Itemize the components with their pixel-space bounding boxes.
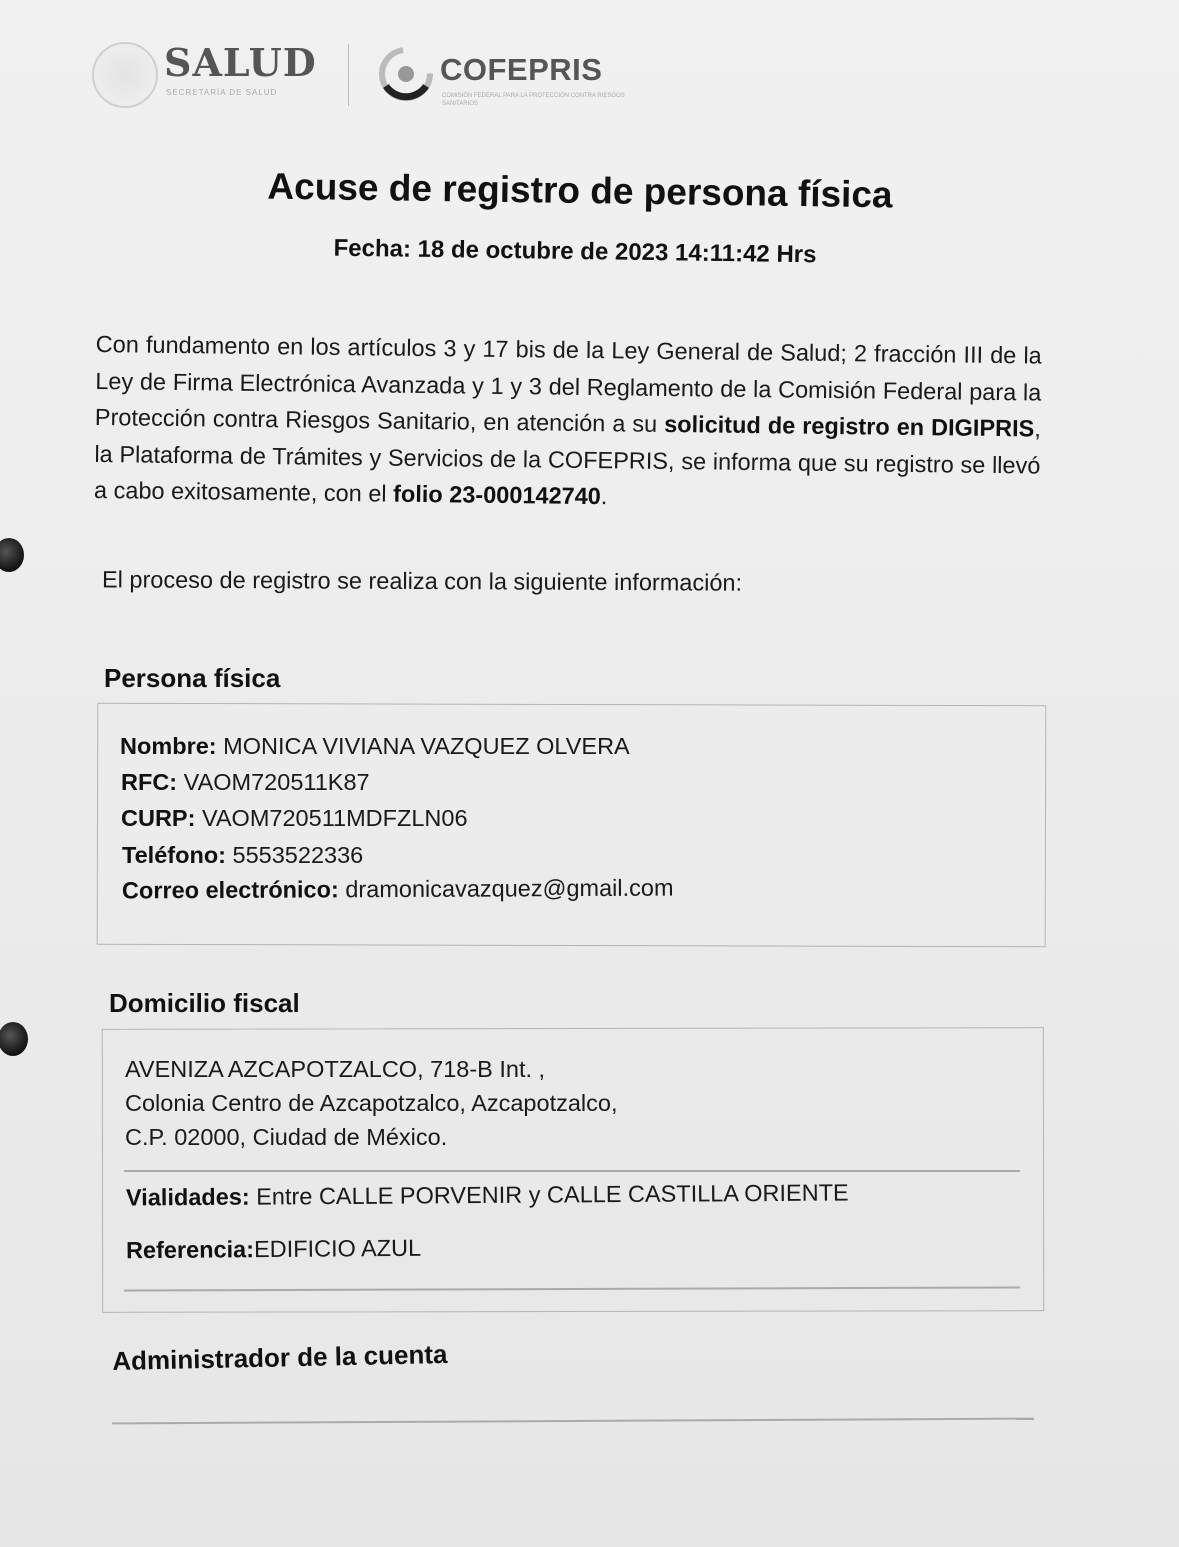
field-referencia: Referencia:EDIFICIO AZUL	[125, 1234, 422, 1264]
section-heading-administrador: Administrador de la cuenta	[112, 1338, 448, 1376]
field-vialidades: Vialidades: Entre CALLE PORVENIR y CALLE CASTILLA ORIENTE	[125, 1179, 849, 1211]
field-telefono: Teléfono: 5553522336	[122, 842, 364, 868]
address-line-3: C.P. 02000, Ciudad de México.	[125, 1124, 448, 1150]
section-heading-persona: Persona física	[104, 663, 281, 693]
document-header	[92, 38, 652, 118]
logo-divider	[348, 44, 349, 106]
cofepris-logo-text: COFEPRIS	[440, 52, 603, 87]
address-line-1: AVENIZA AZCAPOTZALCO, 718-B Int. ,	[125, 1056, 546, 1082]
section-heading-domicilio: Domicilio fiscal	[109, 988, 300, 1018]
document-date: Fecha: 18 de octubre de 2023 14:11:42 Hrs	[333, 234, 817, 269]
address-separator	[124, 1170, 1020, 1172]
salud-subtitle: SECRETARÍA DE SALUD	[166, 88, 278, 97]
binder-hole-top	[0, 538, 24, 572]
mexico-seal-icon	[92, 42, 158, 108]
field-curp: CURP: VAOM720511MDFZLN06	[121, 805, 468, 831]
field-rfc: RFC: VAOM720511K87	[121, 769, 370, 795]
salud-logo-text: SALUD	[164, 40, 317, 85]
process-statement: El proceso de registro se realiza con la siguiente información:	[101, 566, 743, 596]
solicitud-emphasis: solicitud de registro en DIGIPRIS	[664, 410, 1035, 442]
binder-hole-bottom	[0, 1022, 28, 1056]
page-title: Acuse de registro de persona física	[267, 165, 893, 216]
field-correo: Correo electrónico: dramonicavazquez@gmail.com	[121, 874, 674, 904]
folio-emphasis: folio 23-000142740	[392, 480, 601, 510]
address-line-2: Colonia Centro de Azcapotzalco, Azcapotzalco,	[125, 1090, 618, 1116]
cofepris-subtitle: COMISIÓN FEDERAL PARA LA PROTECCIÓN CONTRA RIESGOS SANITARIOS	[442, 93, 625, 107]
administrador-separator	[112, 1418, 1034, 1424]
cofepris-logo-icon	[378, 46, 434, 102]
intro-paragraph: Con fundamento en los artículos 3 y 17 bis de la Ley General de Salud; 2 fracción III de la Ley de Firma Electrónica Avanzada y 1 y 3 del Reglamento de la Comisión Federal para la Protección contra Riesgos Sanitario, en atención a su solicitud de registro en DIGIPRIS, la Plataforma de Trámites y Servicios de la COFEPRIS, se informa que su registro se llevó a cabo exitosamente, con el folio 23-000142740.	[93, 330, 1042, 510]
field-nombre: Nombre: MONICA VIVIANA VAZQUEZ OLVERA	[120, 733, 630, 759]
